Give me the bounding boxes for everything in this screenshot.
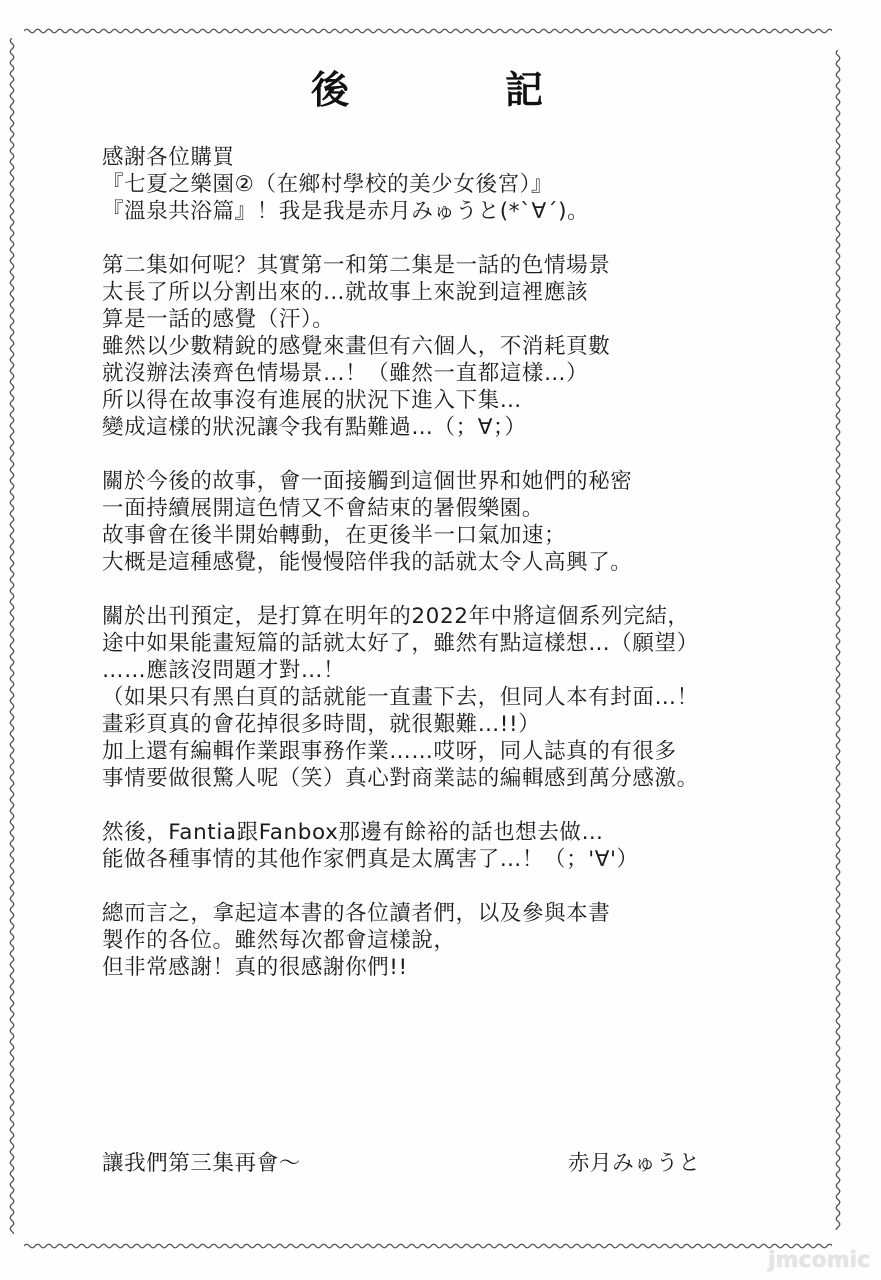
text-line: 『七夏之樂園②（在鄉村學校的美少女後宮）』 [102, 172, 554, 197]
afterword-body [102, 144, 802, 1008]
text-line: 製作的各位。雖然每次都會這樣說， [102, 928, 456, 953]
farewell-text: 讓我們第三集再會～ [102, 1151, 301, 1176]
paragraph-1 [102, 144, 802, 225]
text-line: 所以得在故事沒有進展的狀況下進入下集… [102, 388, 522, 413]
text-line: 關於今後的故事，會一面接觸到這個世界和她們的秘密 [102, 469, 633, 494]
paragraph-3 [102, 468, 802, 576]
text-line: 第二集如何呢？其實第一和第二集是一話的色情場景 [102, 253, 611, 278]
wavy-border-bottom [24, 1240, 832, 1252]
paragraph-2 [102, 252, 802, 441]
text-line: 大概是這種感覺，能慢慢陪伴我的話就太令人高興了。 [102, 550, 633, 575]
wavy-border-top [24, 25, 832, 37]
closing-line [102, 1150, 722, 1178]
paragraph-4 [102, 603, 802, 792]
text-line: 但非常感謝！真的很感謝你們!! [102, 955, 408, 980]
text-line: 一面持續展開這色情又不會結束的暑假樂園。 [102, 496, 545, 521]
text-line: 算是一話的感覺（汗）。 [102, 307, 335, 332]
text-line: 畫彩頁真的會花掉很多時間，就很艱難…!!） [102, 712, 541, 737]
text-line: 感謝各位購買 [102, 145, 235, 170]
text-line: 關於出刊預定，是打算在明年的2022年中將這個系列完結， [102, 604, 690, 629]
text-line: 然後，Fantia跟Fanbox那邊有餘裕的話也想去做… [102, 820, 604, 845]
author-signature: 赤月みゅうと [568, 1151, 701, 1176]
text-line: 能做各種事情的其他作家們真是太厲害了…！（；'∀'） [102, 847, 639, 872]
page-title [0, 66, 881, 114]
text-line: 變成這樣的狀況讓令我有點難過…（；∀；） [102, 415, 527, 440]
text-line: 故事會在後半開始轉動，在更後半一口氣加速； [102, 523, 567, 548]
paragraph-6 [102, 900, 802, 981]
text-line: 『溫泉共浴篇』！我是我是赤月みゅうと(*ˋ∀ˊ)。 [102, 199, 590, 224]
text-line: 加上還有編輯作業跟事務作業……哎呀，同人誌真的有很多 [102, 739, 677, 764]
text-line: 途中如果能畫短篇的話就太好了，雖然有點這樣想…（願望） [102, 631, 699, 656]
paragraph-5 [102, 819, 802, 873]
watermark-logo: jmcomic [768, 1248, 871, 1273]
text-line: 雖然以少數精銳的感覺來畫但有六個人，不消耗頁數 [102, 334, 611, 359]
text-line: 太長了所以分割出來的…就故事上來說到這裡應該 [102, 280, 589, 305]
text-line: 事情要做很驚人呢（笑）真心對商業誌的編輯感到萬分感激。 [102, 766, 699, 791]
wavy-border-right [832, 50, 844, 1230]
title-char-1: 後 [311, 68, 350, 112]
text-line: ……應該沒問題才對…！ [102, 658, 346, 683]
title-char-2: 記 [505, 68, 544, 112]
text-line: 就沒辦法湊齊色情場景…！（雖然一直都這樣…） [102, 361, 589, 386]
text-line: 總而言之，拿起這本書的各位讀者們，以及參與本書 [102, 901, 611, 926]
wavy-border-left [6, 38, 18, 1234]
text-line: （如果只有黑白頁的話就能一直畫下去，但同人本有封面…！ [102, 685, 699, 710]
